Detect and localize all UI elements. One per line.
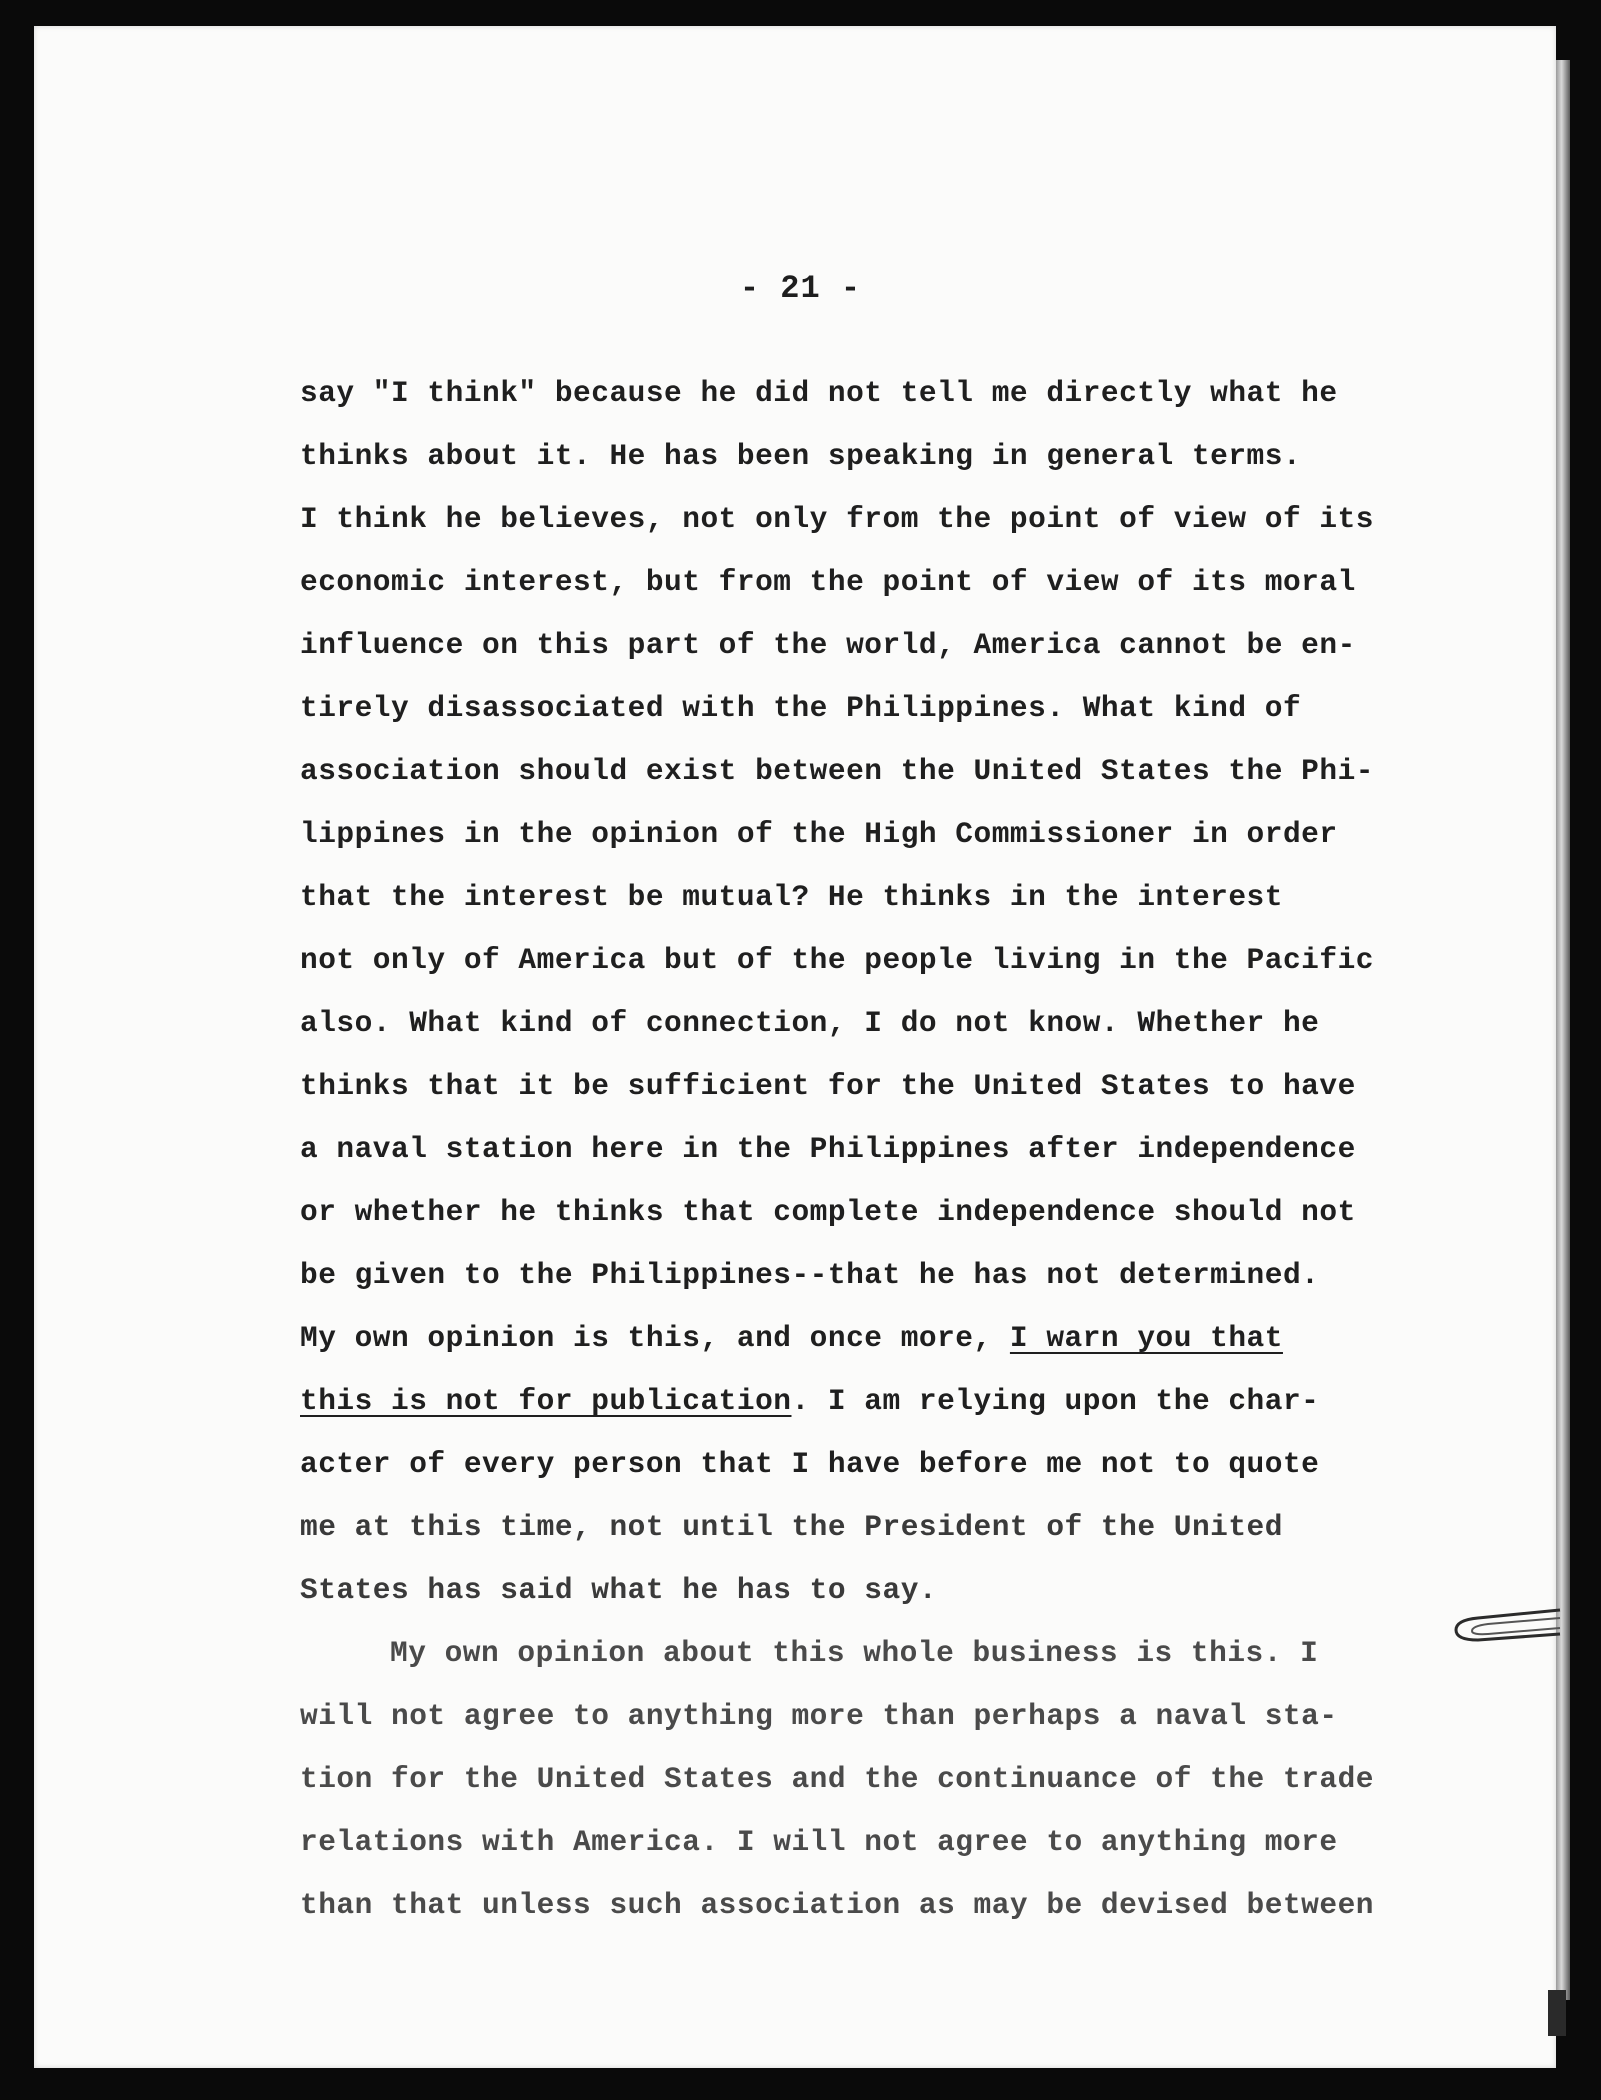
text-line: I think he believes, not only from the point of view of its [300, 502, 1374, 536]
text-line: My own opinion about this whole business is this. I [390, 1636, 1319, 1670]
text-line: thinks that it be sufficient for the United States to have [300, 1069, 1356, 1103]
text-line: influence on this part of the world, America cannot be en- [300, 628, 1356, 662]
page-number: - 21 - [739, 270, 862, 307]
text-line: than that unless such association as may be devised between [300, 1888, 1374, 1922]
text-line: be given to the Philippines--that he has not determined. [300, 1258, 1320, 1292]
text-line: acter of every person that I have before me not to quote [300, 1447, 1320, 1481]
underlined-warning: this is not for publication [300, 1384, 792, 1418]
text-line: also. What kind of connection, I do not know. Whether he [300, 1006, 1320, 1040]
page-edge-shadow [1556, 60, 1570, 2000]
text-line: this is not for publication. I am relying upon the char- [300, 1384, 1320, 1418]
text-line: a naval station here in the Philippines after independence [300, 1132, 1356, 1166]
text-line: or whether he thinks that complete independence should not [300, 1195, 1356, 1229]
text-line: will not agree to anything more than perhaps a naval sta- [300, 1699, 1338, 1733]
text-line: association should exist between the United States the Phi- [300, 754, 1374, 788]
text-line: that the interest be mutual? He thinks in the interest [300, 880, 1283, 914]
text-line: not only of America but of the people living in the Pacific [300, 943, 1374, 977]
document-body [300, 362, 1450, 1937]
underlined-warning: I warn you that [1009, 1321, 1283, 1355]
paperclip-icon [1448, 1604, 1566, 1652]
scan-artifact [1548, 1990, 1566, 2036]
text-line: relations with America. I will not agree to anything more [300, 1825, 1338, 1859]
text-line: tirely disassociated with the Philippines. What kind of [300, 691, 1302, 725]
text-line: lippines in the opinion of the High Commissioner in order [300, 817, 1338, 851]
text-line: thinks about it. He has been speaking in general terms. [300, 439, 1302, 473]
text-line: My own opinion is this, and once more, I warn you that [300, 1321, 1283, 1355]
text-line: States has said what he has to say. [300, 1573, 938, 1607]
text-line: me at this time, not until the President of the United [300, 1510, 1283, 1544]
text-line: economic interest, but from the point of view of its moral [300, 565, 1356, 599]
text-line: say "I think" because he did not tell me directly what he [300, 376, 1338, 410]
text-line: tion for the United States and the continuance of the trade [300, 1762, 1374, 1796]
